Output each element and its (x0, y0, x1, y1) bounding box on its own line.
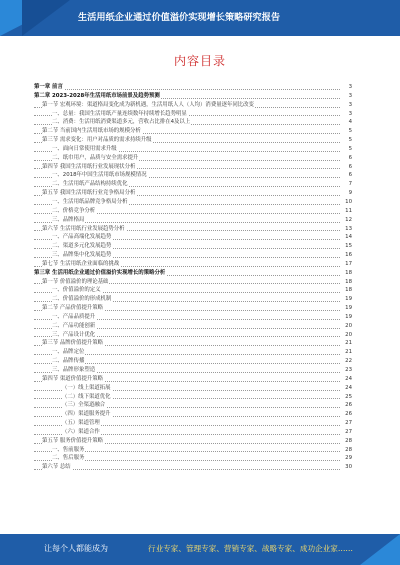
toc-entry-page: 11 (341, 207, 352, 216)
toc-entry-page: 3 (341, 83, 352, 92)
toc-entry-label: 二、品牌传播 (52, 358, 85, 365)
toc-entry-page: 20 (341, 331, 352, 340)
toc-entry[interactable] (34, 216, 352, 225)
toc-entry[interactable] (34, 401, 352, 410)
toc-entry-page: 19 (341, 295, 352, 304)
toc-entry[interactable] (34, 313, 352, 322)
toc-entry-label: 第三节 品牌价值提升策略 (42, 340, 104, 347)
toc-entry[interactable] (34, 163, 352, 172)
toc-leader-dots (34, 89, 340, 90)
toc-entry-page: 6 (341, 171, 352, 180)
toc-entry[interactable] (34, 384, 352, 393)
toc-entry-label: 三、品牌形象塑造 (52, 367, 96, 373)
toc-heading: 内容目录 (173, 54, 226, 68)
toc-entry-label: 第一节 宏观环境：渠道格局变化成为新机遇，生活用纸人人（人均）消费量逐年同比改变 (42, 101, 254, 108)
toc-entry[interactable] (34, 419, 352, 428)
toc-entry-label: 第二章 2023-2028年生活用纸市场前景及趋势预测 (34, 92, 160, 99)
toc-entry-page: 14 (341, 233, 352, 242)
toc-entry[interactable] (34, 145, 352, 154)
toc-entry[interactable] (34, 454, 352, 463)
toc-entry-label: 二、纸巾用户，品质与安全需求提升 (52, 154, 139, 161)
footer-slogan: 让每个人都能成为 (44, 544, 108, 553)
toc-entry-page: 21 (341, 348, 352, 357)
toc-entry-label: 第四节 渠道价值提升策略 (42, 375, 104, 382)
toc-entry[interactable] (34, 198, 352, 207)
footer-decoration (360, 534, 400, 565)
toc-entry-label: 第三节 需求变化：用户对品质的需求持续升级 (42, 137, 152, 144)
toc-entry-label: （五）渠道管理 (62, 420, 100, 427)
toc-entry-label: 一、生活用纸品牌竞争格局分析 (52, 198, 128, 205)
toc-entry-page: 18 (341, 269, 352, 278)
toc-entry[interactable] (34, 348, 352, 357)
toc-entry[interactable] (34, 180, 352, 189)
toc-entry-page: 9 (341, 189, 352, 198)
toc-entry-label: 第三章 生活用纸企业通过价值溢价实现增长的策略分析 (34, 269, 166, 276)
toc-entry-label: 三、品牌集中化发展趋势 (52, 252, 112, 259)
toc-entry-page: 26 (341, 410, 352, 419)
toc-entry-page: 5 (341, 127, 352, 136)
banner-decoration-dark (22, 0, 70, 36)
toc-entry-page: 19 (341, 313, 352, 322)
report-title: 生活用纸企业通过价值溢价实现增长策略研究报告 (78, 12, 281, 23)
toc-entry-label: 二、渠道多元化发展趋势 (52, 243, 112, 250)
toc-entry-label: 二、价格竞争分析 (52, 207, 96, 214)
toc-entry-label: 一、产品高端化发展趋势 (52, 234, 112, 241)
toc-entry-label: 一、2018年中国生活用纸市场规模情况 (52, 172, 147, 179)
toc-entry-label: （六）渠道合作 (62, 428, 100, 435)
toc-entry-page: 3 (341, 92, 352, 101)
toc-entry-page: 18 (341, 278, 352, 287)
toc-entry-page: 20 (341, 322, 352, 331)
toc-entry-page: 25 (341, 393, 352, 402)
toc-entry-page: 27 (341, 419, 352, 428)
toc-entry-label: 二、生活用纸产品结构持续优化 (52, 181, 128, 188)
toc-entry-page: 3 (341, 101, 352, 110)
toc-entry-label: 二、消费：生活用纸消费渠道多元，营收占比排在4及以上 (52, 119, 191, 126)
toc-entry-page: 29 (341, 454, 352, 463)
toc-entry[interactable] (34, 233, 352, 242)
toc-entry[interactable] (34, 269, 352, 278)
toc-entry[interactable] (34, 410, 352, 419)
toc-entry[interactable] (34, 446, 352, 455)
toc-entry-page: 3 (341, 110, 352, 119)
toc-leader-dots (34, 469, 340, 470)
toc-entry-page: 5 (341, 136, 352, 145)
toc-entry[interactable] (34, 295, 352, 304)
toc-entry-label: 第二节 产品价值提升策略 (42, 305, 104, 312)
toc-entry-page: 6 (341, 154, 352, 163)
toc-entry-page: 22 (341, 357, 352, 366)
toc-entry-label: （四）渠道服务提升 (62, 411, 111, 418)
toc-entry-label: 一、品牌定位 (52, 349, 85, 356)
toc-entry[interactable] (34, 331, 352, 340)
toc-entry-page: 16 (341, 251, 352, 260)
toc-entry-page: 7 (341, 180, 352, 189)
toc-entry-label: 一、面向日常使用需求升级 (52, 145, 117, 152)
toc-entry-label: 二、售后服务 (52, 455, 85, 462)
toc-entry[interactable] (34, 437, 352, 446)
toc-entry[interactable] (34, 127, 352, 136)
toc-entry-label: 二、价值溢价的形成机制 (52, 296, 112, 303)
header-banner (0, 0, 400, 36)
toc-entry[interactable] (34, 136, 352, 145)
toc-entry-page: 12 (341, 216, 352, 225)
toc-entry-label: 第七节 生活用纸企业面临的挑战 (42, 260, 120, 267)
toc-entry-page: 18 (341, 286, 352, 295)
toc-entry[interactable] (34, 225, 352, 234)
toc-entry-page: 24 (341, 375, 352, 384)
toc-entry-label: 第五节 我国生活用纸行业竞争格局分析 (42, 190, 136, 197)
toc-entry-label: 三、品牌格局 (52, 216, 85, 223)
toc-entry[interactable] (34, 357, 352, 366)
toc-entry-label: 二、产品功能创新 (52, 322, 96, 329)
toc-entry-label: 一、总量：我国生活用纸产量连续数年持续增长趋势明显 (52, 110, 187, 117)
toc-entry[interactable] (34, 92, 352, 101)
toc-entry-label: 第五节 服务价值提升策略 (42, 437, 104, 444)
toc-entry-label: 第六节 生活用纸行业发展趋势分析 (42, 225, 125, 232)
toc-entry-label: 一、价值溢价的定义 (52, 287, 101, 294)
toc-entry-label: 第四节 我国生活用纸行业发展现状分析 (42, 163, 136, 170)
toc-entry-page: 17 (341, 260, 352, 269)
toc-entry-page: 26 (341, 401, 352, 410)
toc-entry-page: 24 (341, 384, 352, 393)
footer-roles: 行业专家、管理专家、营销专家、战略专家、成功企业家…… (148, 544, 354, 553)
toc-entry-label: 一、产品品质提升 (52, 313, 96, 320)
toc-entry-page: 6 (341, 163, 352, 172)
toc-entry-page: 4 (341, 118, 352, 127)
toc-entry[interactable] (34, 171, 352, 180)
footer-banner (0, 534, 400, 565)
toc-entry[interactable] (34, 110, 352, 119)
toc-entry[interactable] (34, 322, 352, 331)
toc-entry[interactable] (34, 375, 352, 384)
toc-entry-page: 10 (341, 198, 352, 207)
toc-entry-page: 28 (341, 446, 352, 455)
toc-entry-page: 30 (341, 463, 352, 472)
toc-entry-page: 19 (341, 304, 352, 313)
toc-entry-page: 28 (341, 437, 352, 446)
toc-entry[interactable] (34, 428, 352, 437)
toc-entry[interactable] (34, 286, 352, 295)
toc-entry[interactable] (34, 189, 352, 198)
toc-entry-label: 三、产品设计优化 (52, 331, 96, 338)
toc-entry[interactable] (34, 260, 352, 269)
toc-entry-page: 27 (341, 428, 352, 437)
toc-entry-label: 第一章 前言 (34, 84, 63, 90)
toc-entry-label: 第二节 当前国内生活用纸市场的规模分析 (42, 128, 141, 135)
toc-entry-label: 第六节 总结 (42, 464, 71, 471)
toc-entry[interactable] (34, 251, 352, 260)
toc-entry-label: 一、售前服务 (52, 446, 85, 453)
toc-entry[interactable] (34, 118, 352, 127)
toc-entry[interactable] (34, 154, 352, 163)
table-of-contents (34, 83, 352, 472)
toc-entry[interactable] (34, 366, 352, 375)
toc-entry[interactable] (34, 101, 352, 110)
toc-entry-page: 13 (341, 225, 352, 234)
toc-entry[interactable] (34, 393, 352, 402)
toc-entry[interactable] (34, 242, 352, 251)
toc-entry-label: （三）全渠道融合 (62, 402, 106, 409)
toc-entry-page: 23 (341, 366, 352, 375)
toc-entry[interactable] (34, 83, 352, 92)
toc-entry-label: 第一节 价值溢价的理论基础 (42, 278, 109, 285)
toc-entry-label: （一）线上渠道拓展 (62, 384, 111, 391)
toc-entry[interactable] (34, 463, 352, 472)
toc-entry-page: 15 (341, 242, 352, 251)
toc-entry[interactable] (34, 207, 352, 216)
toc-entry[interactable] (34, 339, 352, 348)
toc-entry-label: （二）线下渠道优化 (62, 393, 111, 400)
toc-entry[interactable] (34, 278, 352, 287)
toc-entry-page: 5 (341, 145, 352, 154)
toc-entry[interactable] (34, 304, 352, 313)
toc-entry-page: 21 (341, 339, 352, 348)
